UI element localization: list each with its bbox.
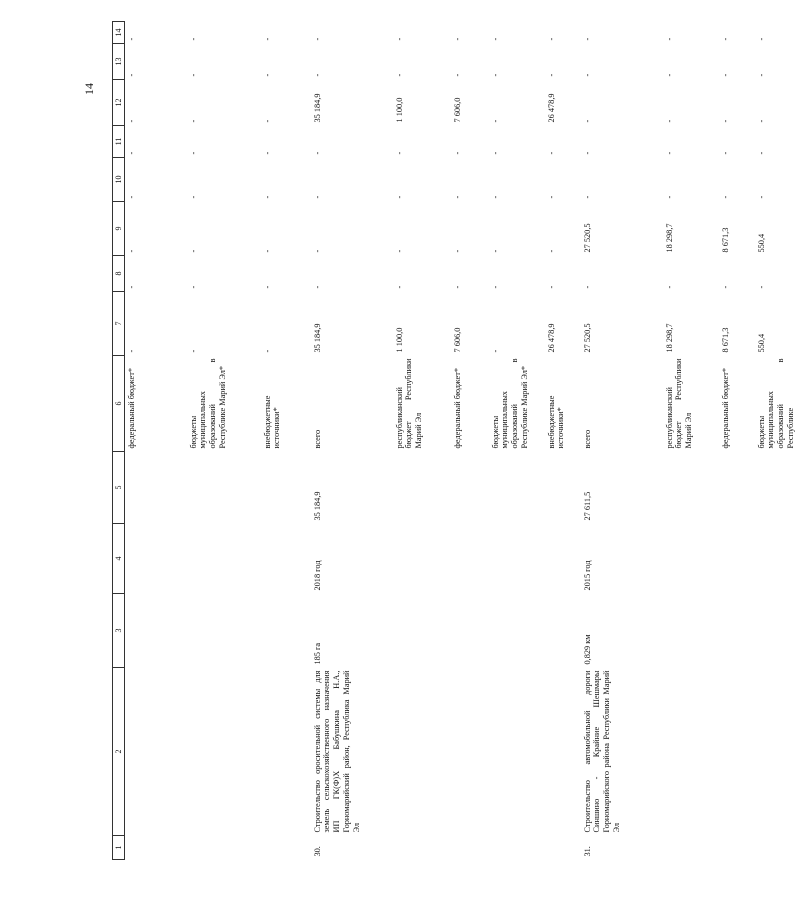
- table-row: [393, 22, 451, 860]
- cell-col-4: [125, 524, 187, 594]
- cell-col-6: всего: [582, 429, 592, 449]
- cell-col-10: -: [394, 195, 404, 199]
- cell-col-1: [451, 836, 489, 860]
- column-number-6: 6: [113, 356, 125, 452]
- cell-col-1: [755, 836, 811, 860]
- cell-col-3: [545, 594, 581, 668]
- cell-col-5: [663, 452, 719, 524]
- cell-col-8: -: [756, 285, 766, 289]
- table-row: [451, 22, 489, 860]
- cell-col-7: 35 184,9: [312, 323, 322, 353]
- cell-col-12: 7 606,0: [452, 97, 462, 123]
- cell-col-7: 7 606,0: [452, 327, 462, 353]
- cell-col-14: -: [394, 37, 404, 41]
- column-number-3: 3: [113, 594, 125, 668]
- cell-col-4: [261, 524, 311, 594]
- cell-col-11: -: [582, 151, 592, 155]
- cell-col-11: -: [546, 151, 556, 155]
- cell-col-4: 2015 год: [582, 560, 592, 591]
- table-body: [113, 22, 811, 860]
- cell-col-3: [187, 594, 261, 668]
- cell-col-3: [451, 594, 489, 668]
- cell-col-5: [261, 452, 311, 524]
- cell-col-8: -: [127, 285, 136, 289]
- cell-col-5: 35 184,9: [312, 491, 322, 521]
- cell-col-12: 1 100,0: [394, 97, 404, 123]
- cell-col-6: всего: [312, 429, 322, 449]
- cell-col-8: -: [452, 285, 462, 289]
- cell-col-3: [261, 594, 311, 668]
- cell-col-14: -: [312, 37, 322, 41]
- cell-col-8: -: [312, 285, 322, 289]
- cell-col-5: [545, 452, 581, 524]
- table-row: [187, 22, 261, 860]
- cell-col-8: -: [394, 285, 404, 289]
- cell-col-1: [125, 836, 187, 860]
- cell-col-12: -: [262, 119, 272, 123]
- cell-col-9: -: [127, 249, 136, 253]
- cell-col-7: 550,4: [756, 333, 766, 353]
- cell-col-12: -: [756, 119, 766, 123]
- column-number-4: 4: [113, 524, 125, 594]
- cell-col-13: -: [394, 73, 404, 77]
- budget-table: [112, 21, 811, 860]
- cell-col-2: [545, 668, 581, 836]
- cell-col-2: Строительство оросительной системы для земель сельскохозяйственного назначения ИП ГК(Ф)Х Бабушкина Н.А., Горномарийский район, Республика Марий Эл: [312, 670, 362, 833]
- cell-col-11: -: [490, 151, 500, 155]
- cell-col-9: -: [188, 249, 198, 253]
- cell-col-7: 8 671,3: [720, 327, 730, 353]
- cell-col-2: [451, 668, 489, 836]
- column-number-11: 11: [113, 126, 125, 158]
- cell-col-10: -: [756, 195, 766, 199]
- cell-col-6: внебюджетные источники*: [546, 395, 566, 449]
- cell-col-9: -: [546, 249, 556, 253]
- table-row: [489, 22, 545, 860]
- cell-col-6: федеральный бюджет*: [127, 367, 136, 449]
- table-row: [719, 22, 755, 860]
- cell-col-13: -: [490, 73, 500, 77]
- cell-col-10: -: [720, 195, 730, 199]
- cell-col-12: -: [127, 119, 136, 123]
- cell-col-9: -: [394, 249, 404, 253]
- cell-col-11: -: [312, 151, 322, 155]
- cell-col-7: -: [490, 349, 500, 353]
- cell-col-3: 185 га: [312, 642, 322, 665]
- cell-col-6: республиканский бюджет Республики Марий Эл: [394, 358, 424, 449]
- cell-col-4: [451, 524, 489, 594]
- cell-col-4: [719, 524, 755, 594]
- cell-col-13: -: [127, 73, 136, 77]
- column-number-2: 2: [113, 668, 125, 836]
- cell-col-8: -: [664, 285, 674, 289]
- cell-col-10: -: [582, 195, 592, 199]
- table-row: [581, 22, 663, 860]
- cell-col-6: внебюджетные источники*: [262, 395, 282, 449]
- cell-col-11: -: [452, 151, 462, 155]
- cell-col-2: [719, 668, 755, 836]
- column-number-12: 12: [113, 80, 125, 126]
- cell-col-5: [719, 452, 755, 524]
- cell-col-12: -: [490, 119, 500, 123]
- cell-col-2: [663, 668, 719, 836]
- cell-col-11: -: [127, 151, 136, 155]
- cell-col-12: -: [720, 119, 730, 123]
- cell-col-9: -: [452, 249, 462, 253]
- cell-col-6: республиканский бюджет Республики Марий Эл: [664, 358, 694, 449]
- cell-col-13: -: [188, 73, 198, 77]
- cell-col-1: [663, 836, 719, 860]
- table-row: [125, 22, 187, 860]
- cell-col-9: 550,4: [756, 233, 766, 253]
- cell-col-12: -: [582, 119, 592, 123]
- cell-col-7: -: [188, 349, 198, 353]
- cell-col-7: 27 520,5: [582, 323, 592, 353]
- cell-col-7: 26 478,9: [546, 323, 556, 353]
- cell-col-13: -: [262, 73, 272, 77]
- cell-col-5: [451, 452, 489, 524]
- cell-col-1: 31.: [582, 846, 592, 857]
- cell-col-4: [393, 524, 451, 594]
- cell-col-4: [545, 524, 581, 594]
- cell-col-4: [489, 524, 545, 594]
- cell-col-4: [187, 524, 261, 594]
- table-row: [755, 22, 811, 860]
- cell-col-8: -: [262, 285, 272, 289]
- cell-col-10: -: [490, 195, 500, 199]
- cell-col-1: [393, 836, 451, 860]
- cell-col-14: -: [188, 37, 198, 41]
- cell-col-7: -: [127, 349, 136, 353]
- cell-col-2: [393, 668, 451, 836]
- cell-col-5: [393, 452, 451, 524]
- cell-col-2: [755, 668, 811, 836]
- cell-col-10: -: [312, 195, 322, 199]
- cell-col-14: -: [546, 37, 556, 41]
- cell-col-10: -: [546, 195, 556, 199]
- cell-col-11: -: [188, 151, 198, 155]
- cell-col-11: -: [262, 151, 272, 155]
- cell-col-11: -: [720, 151, 730, 155]
- cell-col-1: [545, 836, 581, 860]
- cell-col-9: -: [312, 249, 322, 253]
- column-number-10: 10: [113, 158, 125, 202]
- cell-col-12: 35 184,9: [312, 93, 322, 123]
- cell-col-2: [489, 668, 545, 836]
- cell-col-4: 2018 год: [312, 560, 322, 591]
- cell-col-7: 18 298,7: [664, 323, 674, 353]
- cell-col-14: -: [452, 37, 462, 41]
- cell-col-13: -: [720, 73, 730, 77]
- cell-col-14: -: [490, 37, 500, 41]
- cell-col-3: [663, 594, 719, 668]
- cell-col-14: -: [756, 37, 766, 41]
- cell-col-8: -: [490, 285, 500, 289]
- cell-col-5: [187, 452, 261, 524]
- cell-col-2: Строительство автомобильной дороги Синшино - Крайние Шешмары Горномарийского района Республики Марий Эл: [582, 670, 622, 833]
- cell-col-3: [393, 594, 451, 668]
- cell-col-10: -: [664, 195, 674, 199]
- cell-col-9: -: [490, 249, 500, 253]
- cell-col-6: бюджеты муниципальных образований в Республике Марий Эл*: [490, 358, 530, 449]
- cell-col-1: 30.: [312, 846, 322, 857]
- cell-col-12: 26 478,9: [546, 93, 556, 123]
- cell-col-1: [719, 836, 755, 860]
- table-row: [261, 22, 311, 860]
- cell-col-8: -: [582, 285, 592, 289]
- column-number-14: 14: [113, 22, 125, 44]
- cell-col-3: 0,829 км: [582, 634, 592, 665]
- cell-col-6: федеральный бюджет*: [452, 367, 462, 449]
- cell-col-8: -: [720, 285, 730, 289]
- cell-col-10: -: [262, 195, 272, 199]
- cell-col-4: [663, 524, 719, 594]
- cell-col-13: -: [756, 73, 766, 77]
- cell-col-2: [187, 668, 261, 836]
- table-row: [545, 22, 581, 860]
- cell-col-9: 8 671,3: [720, 227, 730, 253]
- cell-col-1: [261, 836, 311, 860]
- table-row: [311, 22, 393, 860]
- cell-col-3: [489, 594, 545, 668]
- cell-col-13: -: [582, 73, 592, 77]
- cell-col-3: [755, 594, 811, 668]
- cell-col-4: [755, 524, 811, 594]
- cell-col-14: -: [720, 37, 730, 41]
- cell-col-10: -: [452, 195, 462, 199]
- cell-col-3: [719, 594, 755, 668]
- cell-col-6: бюджеты муниципальных образований в Республике Марий Эл*: [188, 358, 228, 449]
- cell-col-13: -: [312, 73, 322, 77]
- cell-col-6: бюджеты муниципальных образований в Республике: [756, 358, 796, 449]
- column-number-1: 1: [113, 836, 125, 860]
- cell-col-8: -: [188, 285, 198, 289]
- cell-col-13: -: [546, 73, 556, 77]
- column-number-row: [113, 22, 125, 860]
- cell-col-8: -: [546, 285, 556, 289]
- cell-col-10: -: [188, 195, 198, 199]
- cell-col-13: -: [664, 73, 674, 77]
- column-number-13: 13: [113, 44, 125, 80]
- cell-col-12: -: [664, 119, 674, 123]
- cell-col-5: [755, 452, 811, 524]
- cell-col-5: [125, 452, 187, 524]
- rotated-table-container: [112, 28, 796, 860]
- cell-col-2: [125, 668, 187, 836]
- cell-col-7: 1 100,0: [394, 327, 404, 353]
- cell-col-11: -: [664, 151, 674, 155]
- cell-col-10: -: [127, 195, 136, 199]
- cell-col-1: [187, 836, 261, 860]
- cell-col-11: -: [394, 151, 404, 155]
- cell-col-14: -: [262, 37, 272, 41]
- column-number-9: 9: [113, 202, 125, 256]
- cell-col-13: -: [452, 73, 462, 77]
- cell-col-5: [489, 452, 545, 524]
- cell-col-12: -: [188, 119, 198, 123]
- cell-col-9: 27 520,5: [582, 223, 592, 253]
- cell-col-7: -: [262, 349, 272, 353]
- page-number: 14: [82, 83, 96, 95]
- cell-col-6: федеральный бюджет*: [720, 367, 730, 449]
- column-number-7: 7: [113, 292, 125, 356]
- cell-col-3: [125, 594, 187, 668]
- cell-col-9: 18 298,7: [664, 223, 674, 253]
- column-number-5: 5: [113, 452, 125, 524]
- cell-col-5: 27 611,5: [582, 491, 592, 521]
- cell-col-2: [261, 668, 311, 836]
- table-row: [663, 22, 719, 860]
- cell-col-14: -: [127, 37, 136, 41]
- cell-col-9: -: [262, 249, 272, 253]
- cell-col-11: -: [756, 151, 766, 155]
- column-number-8: 8: [113, 256, 125, 292]
- cell-col-1: [489, 836, 545, 860]
- cell-col-14: -: [664, 37, 674, 41]
- cell-col-14: -: [582, 37, 592, 41]
